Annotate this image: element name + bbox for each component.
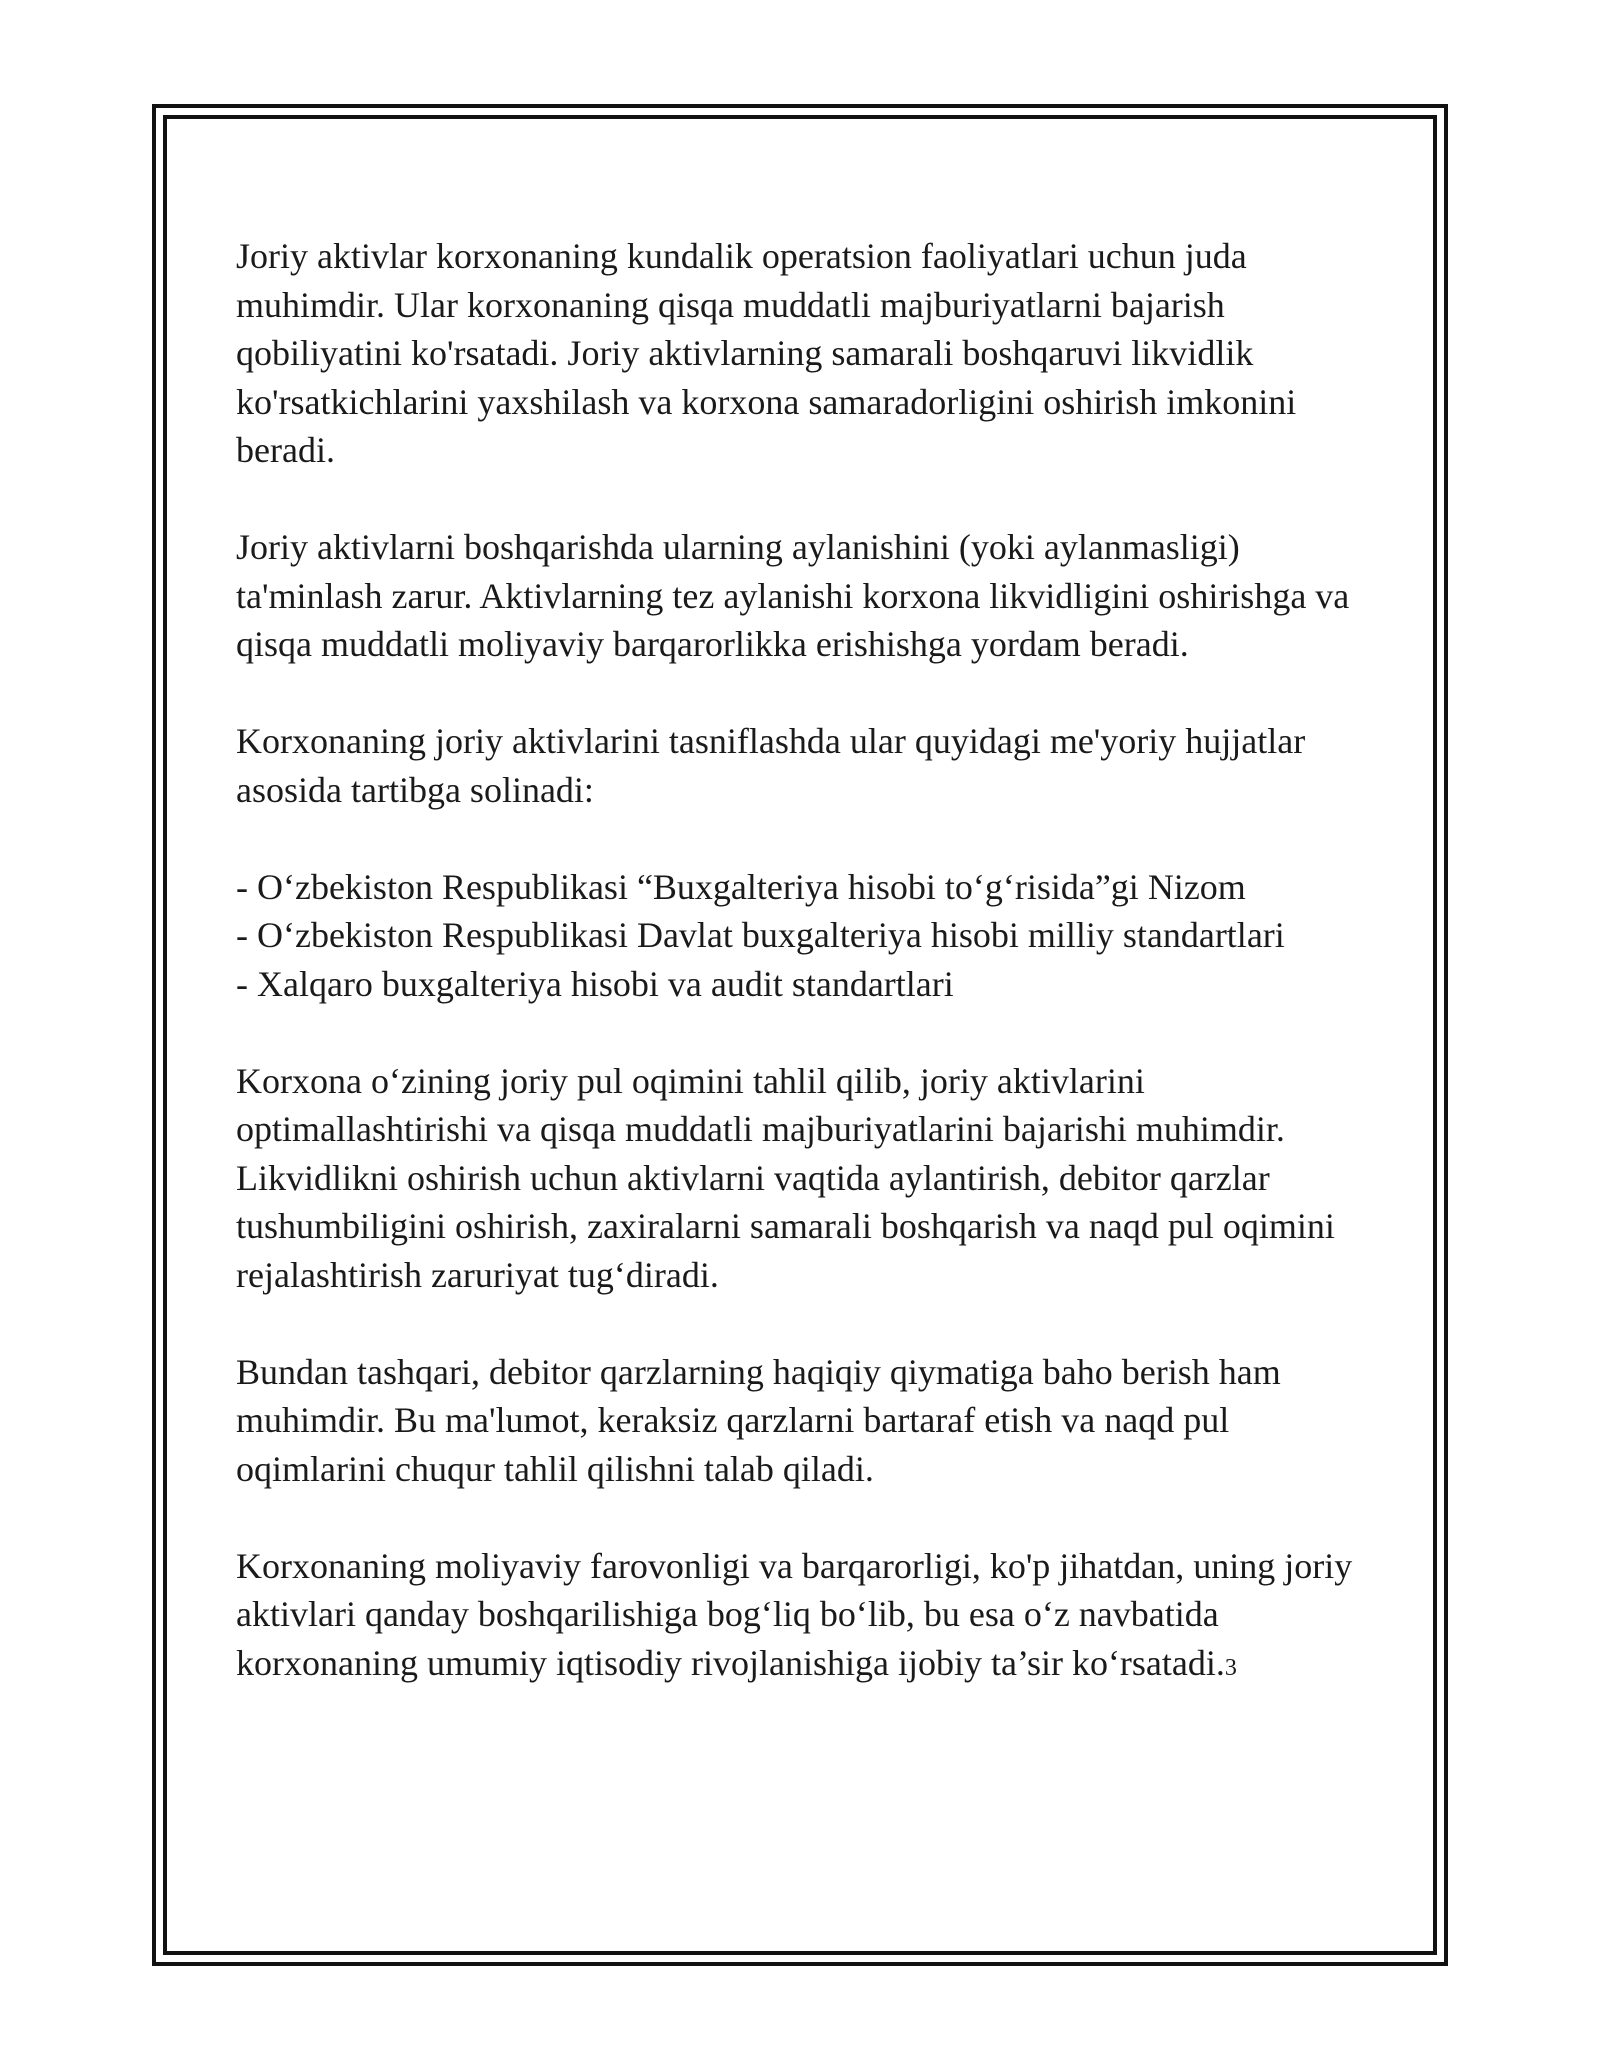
list-item: - O‘zbekiston Respublikasi Davlat buxgalteriya hisobi milliy standartlari xyxy=(236,915,1285,955)
footnote-marker: 3 xyxy=(1224,1654,1237,1681)
list-item: - Xalqaro buxgalteriya hisobi va audit standartlari xyxy=(236,963,954,1004)
paragraph-6 xyxy=(236,1542,1366,1693)
list-item: - O‘zbekiston Respublikasi “Buxgalteriya hisobi to‘g‘risida”gi Nizom xyxy=(236,866,1246,907)
paragraph-1: Joriy aktivlar korxonaning kundalik operatsion faoliyatlari uchun juda muhimdir. Ular korxonaning qisqa muddatli majburiyatlarni bajarish qobiliyatini ko'rsatadi. Joriy aktivlarning samarali boshqaruvi likvidlik ko'rsatkichlarini yaxshilash va korxona samaradorligini oshirish imkonini beradi. xyxy=(236,236,1297,470)
paragraph-5: Bundan tashqari, debitor qarzlarning haqiqiy qiymatiga baho berish ham muhimdir. Bu ma'lumot, keraksiz qarzlarni bartaraf etish va naqd pul oqimlarini chuqur tahlil qilishni talab qiladi. xyxy=(236,1351,1281,1489)
paragraph-3: Korxonaning joriy aktivlarini tasniflashda ular quyidagi me'yoriy hujjatlar asosida tartibga solinadi: xyxy=(236,721,1306,810)
paragraph-2: Joriy aktivlarni boshqarishda ularning aylanishini (yoki aylanmasligi) ta'minlash zarur. Aktivlarning tez aylanishi korxona likvidligini oshirishga va qisqa muddatli moliyaviy barqarorlikka erishishga yordam beradi. xyxy=(236,527,1350,664)
regulations-list xyxy=(236,863,1366,1009)
paragraph-6-text: Korxonaning moliyaviy farovonligi va barqarorligi, ko'p jihatdan, uning joriy aktivlari qanday boshqarilishiga bog‘liq bo‘lib, bu esa o‘z navbatida korxonaning umumiy iqtisodiy rivojlanishiga ijobiy ta’sir ko‘rsatadi. xyxy=(236,1545,1353,1683)
paragraph-4: Korxona o‘zining joriy pul oqimini tahlil qilib, joriy aktivlarini optimallashtirishi va qisqa muddatli majburiyatlarini bajarishi muhimdir. Likvidlikni oshirish uchun aktivlarni vaqtida aylantirish, debitor qarzlar tushumbiligini oshirish, zaxiralarni samarali boshqarish va naqd pul oqimini rejalashtirish zaruriyat tug‘diradi. xyxy=(236,1060,1335,1295)
document-body xyxy=(236,232,1366,1741)
